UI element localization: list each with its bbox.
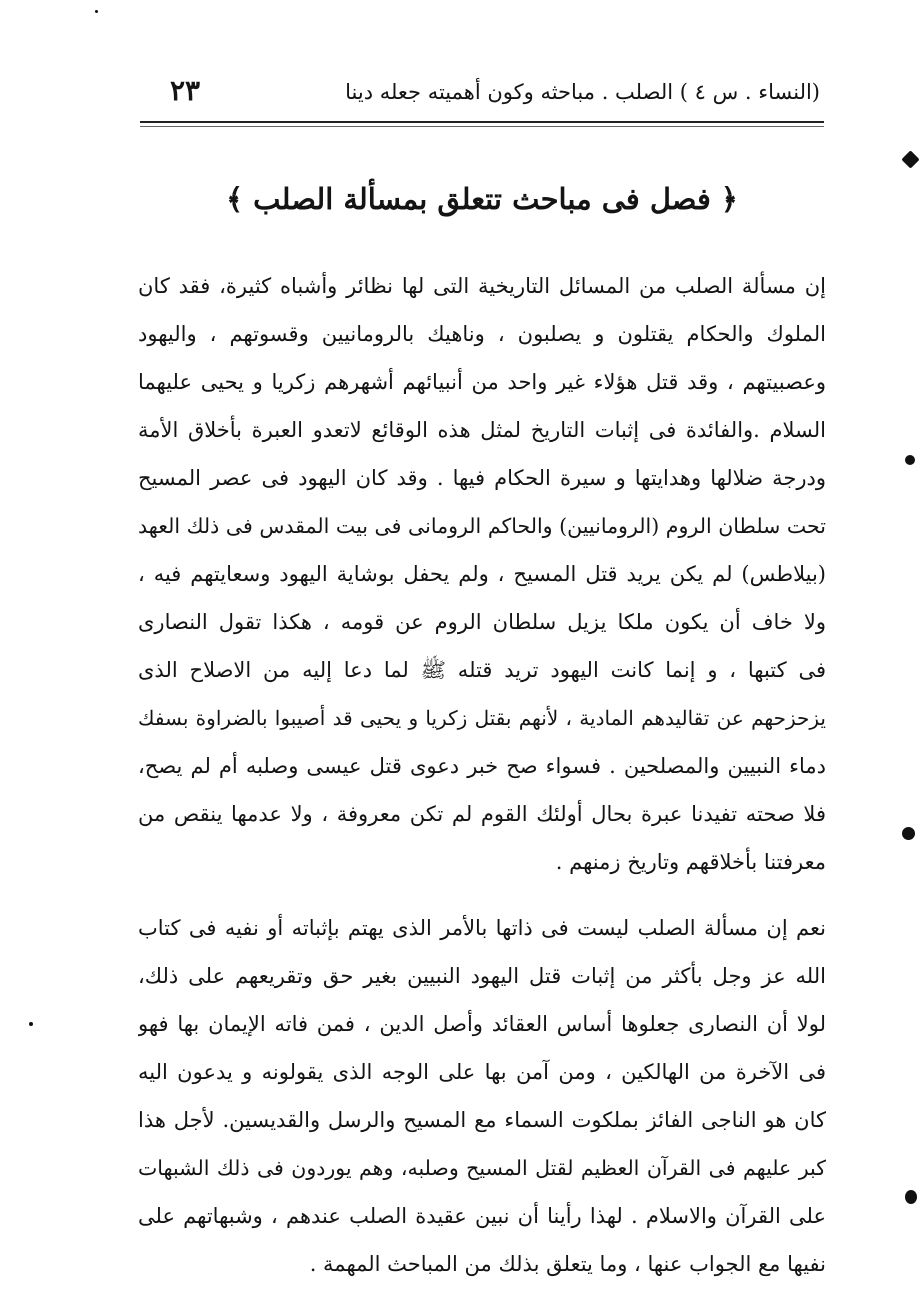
text-line: نفيها مع الجواب عنها ، وما يتعلق بذلك من المباحث المهمة . — [309, 1252, 826, 1276]
text-line: كبر عليهم فى القرآن العظيم لقتل المسيح وصلبه، وهم يوردون فى ذلك الشبهات — [138, 1156, 826, 1180]
header-rule-thin — [140, 126, 824, 127]
text-line: معرفتنا بأخلاقهم وتاريخ زمنهم . — [555, 850, 826, 874]
text-line: فلا صحته تفيدنا عبرة بحال أولئك القوم لم تكن معروفة ، ولا عدمها ينقص من — [138, 802, 826, 826]
text-line: الله عز وجل بأكثر من إثبات قتل اليهود النبيين بغير حق وتقريعهم على ذلك، — [138, 964, 826, 988]
margin-dot — [905, 455, 915, 465]
paragraph — [138, 904, 826, 1288]
text-line: يزحزحهم عن تقاليدهم المادية ، لأنهم بقتل زكريا و يحيى قد أصيبوا بالضراوة بسفك — [138, 706, 826, 730]
text-line: ولا خاف أن يكون ملكا يزيل سلطان الروم عن قومه ، هكذا تقول النصارى — [138, 610, 826, 634]
text-line: نعم إن مسألة الصلب ليست فى ذاتها بالأمر الذى يهتم بإثباته أو نفيه فى كتاب — [138, 916, 826, 940]
text-line: فى الآخرة من الهالكين ، ومن آمن بها على الوجه الذى يقولونه و يدعون اليه — [138, 1060, 826, 1084]
text-line: دماء النبيين والمصلحين . فسواء صح خبر دعوى قتل عيسى وصلبه أم لم يصح، — [138, 754, 826, 778]
text-line: الملوك والحكام يقتلون و يصلبون ، وناهيك بالرومانيين وقسوتهم ، واليهود — [138, 322, 826, 346]
text-line: (بيلاطس) لم يكن يريد قتل المسيح ، ولم يحفل بوشاية اليهود وسعايتهم فيه ، — [138, 562, 826, 586]
text-line: إن مسألة الصلب من المسائل التاريخية التى لها نظائر وأشباه كثيرة، فقد كان — [138, 274, 826, 298]
margin-ornament — [901, 150, 919, 168]
running-header-title: (النساء . س ٤ ) الصلب . مباحثه وكون أهميته جعله دينا — [345, 80, 820, 104]
text-line: على القرآن والاسلام . لهذا رأينا أن نبين عقيدة الصلب عندهم ، وشبهاتهم على — [138, 1204, 826, 1228]
paragraph-gap — [138, 886, 826, 904]
chapter-title: ﴿ فصل فى مباحث تتعلق بمسألة الصلب ﴾ — [226, 182, 738, 216]
header-rule — [140, 121, 824, 123]
margin-dot — [905, 1190, 917, 1204]
text-line: كان هو الناجى الفائز بملكوت السماء مع المسيح والرسل والقديسين. لأجل هذا — [138, 1108, 826, 1132]
running-header — [140, 70, 820, 120]
text-line: لولا أن النصارى جعلوها أساس العقائد وأصل الدين ، فمن فاته الإيمان بها فهو — [138, 1012, 826, 1036]
margin-dot — [902, 827, 915, 840]
text-line: السلام .والفائدة فى إثبات التاريخ لمثل هذه الوقائع لاتعدو العبرة بأخلاق الأمة — [138, 418, 826, 442]
text-line: ودرجة ضلالها وهدايتها و سيرة الحكام فيها . وقد كان اليهود فى عصر المسيح — [138, 466, 826, 490]
page-number: ٢٣ — [170, 74, 201, 107]
body-text — [138, 262, 826, 1288]
scan-speck — [29, 1022, 33, 1026]
scan-speck — [95, 10, 98, 13]
text-line: وعصبيتهم ، وقد قتل هؤلاء غير واحد من أنبيائهم أشهرهم زكريا و يحيى عليهما — [138, 370, 826, 394]
paragraph — [138, 262, 826, 886]
text-line: تحت سلطان الروم (الرومانيين) والحاكم الرومانى فى بيت المقدس فى ذلك العهد — [138, 514, 826, 538]
text-line: فى كتبها ، و إنما كانت اليهود تريد قتله ﷺ لما دعا إليه من الاصلاح الذى — [138, 658, 826, 682]
